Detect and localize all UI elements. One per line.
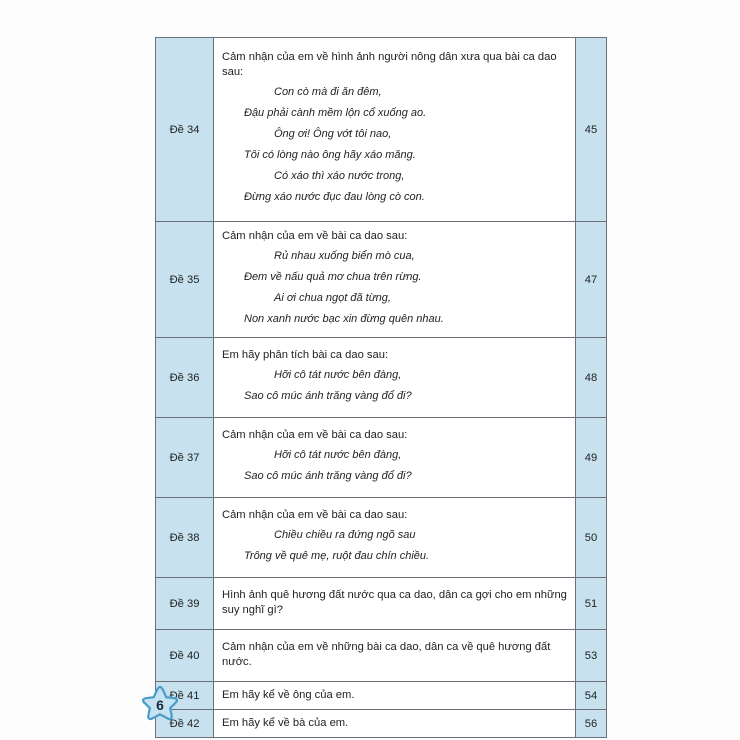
poem-verses	[222, 246, 567, 330]
toc-exercise-content	[214, 710, 576, 738]
toc-page-number: 54	[576, 682, 607, 710]
toc-page-number: 49	[576, 418, 607, 498]
poem-line: Đậu phải cành mềm lộn cổ xuống ao.	[244, 107, 427, 119]
toc-page-number: 51	[576, 578, 607, 630]
toc-prompt: Em hãy kể về ông của em.	[222, 688, 355, 701]
toc-page-number: 48	[576, 338, 607, 418]
poem-line: Trông về quê mẹ, ruột đau chín chiều.	[244, 549, 430, 562]
toc-page-number: 47	[576, 222, 607, 338]
toc-exercise-content	[214, 338, 576, 418]
toc-prompt: Em hãy kể về bà của em.	[222, 716, 349, 729]
toc-page-number: 53	[576, 630, 607, 682]
toc-row	[156, 578, 607, 630]
toc-exercise-label: Đề 40	[156, 630, 214, 682]
poem-line: Ai ơi chua ngọt đã từng,	[274, 291, 391, 304]
toc-row	[156, 338, 607, 418]
toc-exercise-label: Đề 34	[156, 38, 214, 222]
poem-line: Rủ nhau xuống biển mò cua,	[274, 249, 415, 262]
toc-row	[156, 418, 607, 498]
toc-exercise-content	[214, 578, 576, 630]
poem-line: Hỡi cô tát nước bên đàng,	[274, 368, 402, 381]
poem-line: Sao cô múc ánh trăng vàng đổ đi?	[244, 389, 412, 402]
toc-exercise-content	[214, 682, 576, 710]
poem-line: Non xanh nước bạc xin đừng quên nhau.	[244, 312, 444, 325]
toc-row	[156, 222, 607, 338]
poem-line: Con cò mà đi ăn đêm,	[274, 86, 382, 98]
poem-line: Tôi có lòng nào ông hãy xáo măng.	[244, 149, 416, 161]
toc-exercise-content	[214, 38, 576, 222]
toc-row	[156, 38, 607, 222]
poem-line: Đừng xáo nước đục đau lòng cò con.	[244, 191, 425, 203]
toc-exercise-label: Đề 42	[156, 710, 214, 738]
toc-row	[156, 498, 607, 578]
toc-prompt: Cảm nhận của em về bài ca dao sau:	[222, 229, 408, 242]
toc-page-number: 56	[576, 710, 607, 738]
toc-row	[156, 630, 607, 682]
toc-prompt: Cảm nhận của em về bài ca dao sau:	[222, 508, 408, 521]
toc-exercise-label: Đề 41	[156, 682, 214, 710]
poem-verses	[222, 525, 567, 567]
toc-row	[156, 682, 607, 710]
toc-exercise-label: Đề 37	[156, 418, 214, 498]
toc-page-number: 45	[576, 38, 607, 222]
poem-verses	[222, 365, 567, 407]
page-number-star	[138, 684, 182, 728]
poem-line: Đem về nấu quả mơ chua trên rừng.	[244, 270, 422, 283]
toc-exercise-label: Đề 35	[156, 222, 214, 338]
toc-exercise-content	[214, 498, 576, 578]
toc-prompt: Hình ảnh quê hương đất nước qua ca dao, dân ca gợi cho em những suy nghĩ gì?	[222, 589, 567, 616]
poem-line: Sao cô múc ánh trăng vàng đổ đi?	[244, 469, 412, 482]
toc-exercise-label: Đề 39	[156, 578, 214, 630]
poem-line: Có xáo thì xáo nước trong,	[274, 170, 405, 182]
toc-row	[156, 710, 607, 738]
poem-verses	[222, 445, 567, 487]
toc-prompt: Cảm nhận của em về hình ảnh người nông dân xưa qua bài ca dao sau:	[222, 51, 557, 78]
toc-prompt: Cảm nhận của em về những bài ca dao, dân ca về quê hương đất nước.	[222, 641, 551, 668]
toc-page-number: 50	[576, 498, 607, 578]
toc-prompt: Em hãy phân tích bài ca dao sau:	[222, 348, 389, 361]
toc-exercise-label: Đề 36	[156, 338, 214, 418]
poem-line: Chiều chiều ra đứng ngõ sau	[274, 528, 416, 541]
poem-verses	[222, 82, 567, 208]
poem-line: Ông ơi! Ông vớt tôi nao,	[274, 128, 392, 140]
toc-prompt: Cảm nhận của em về bài ca dao sau:	[222, 428, 408, 441]
table-of-contents	[155, 37, 607, 738]
poem-line: Hỡi cô tát nước bên đàng,	[274, 448, 402, 461]
toc-exercise-label: Đề 38	[156, 498, 214, 578]
page-number: 6	[156, 697, 164, 713]
toc-exercise-content	[214, 630, 576, 682]
toc-exercise-content	[214, 418, 576, 498]
toc-exercise-content	[214, 222, 576, 338]
